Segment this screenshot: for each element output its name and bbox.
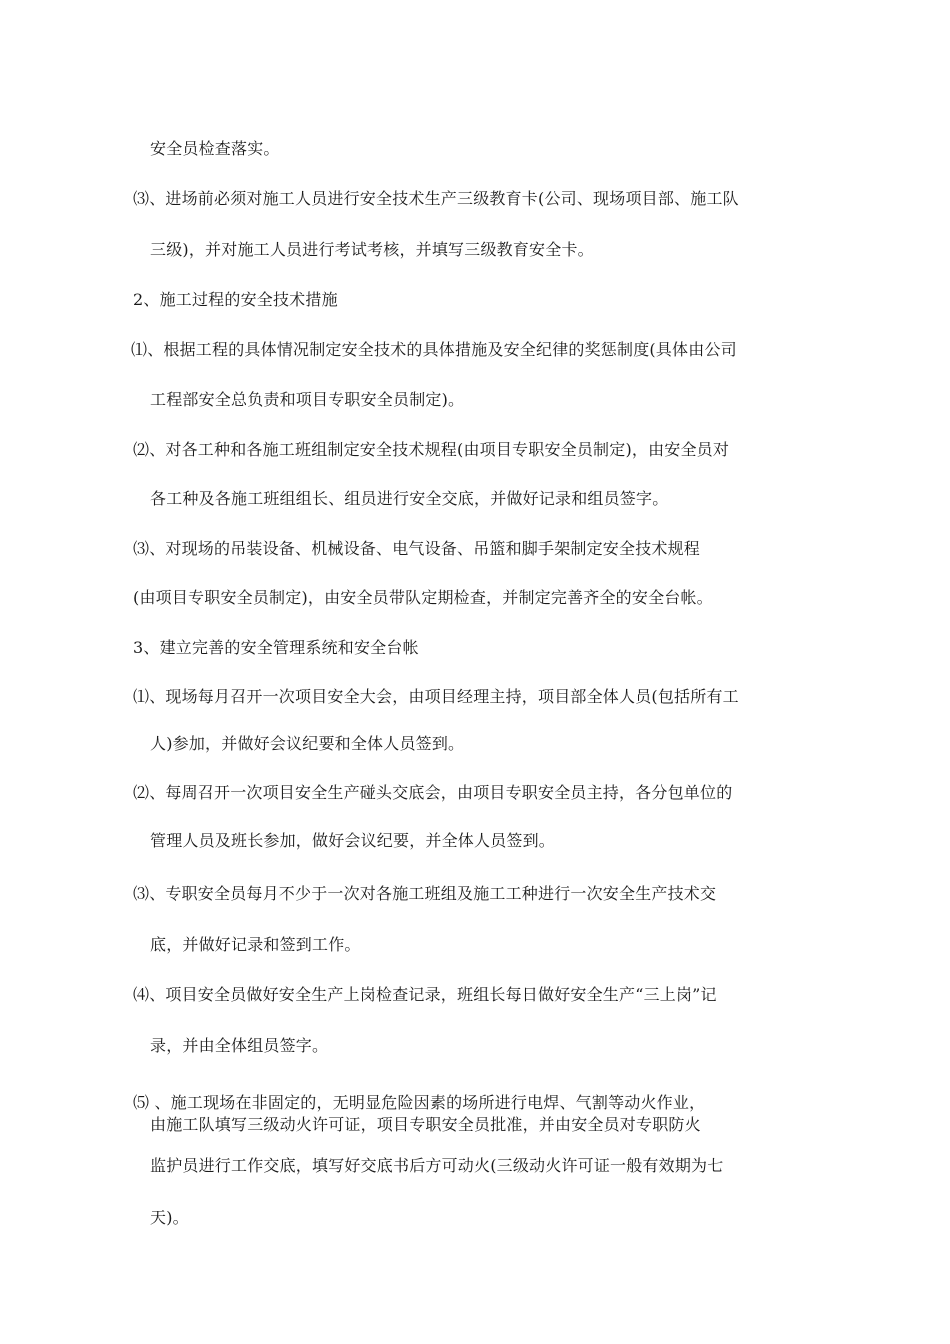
text-line: 安全员检查落实。 [150,139,280,158]
text-line: 三级)，并对施工人员进行考试考核，并填写三级教育安全卡。 [150,240,594,259]
text-line: 人)参加，并做好会议纪要和全体人员签到。 [150,734,465,753]
text-line: ⑸ 、施工现场在非固定的，无明显危险因素的场所进行电焊、气割等动火作业， [133,1093,706,1112]
text-line: ⑵、每周召开一次项目安全生产碰头交底会，由项目专职安全员主持，各分包单位的 [133,783,733,802]
text-line: 监护员进行工作交底，填写好交底书后方可动火(三级动火许可证一般有效期为七 [150,1156,724,1175]
text-line: 录，并由全体组员签字。 [150,1036,329,1055]
text-line: ⑴、现场每月召开一次项目安全大会，由项目经理主持，项目部全体人员(包括所有工 [133,687,739,706]
text-line: (由项目专职安全员制定)，由安全员带队定期检查，并制定完善齐全的安全台帐。 [133,588,713,607]
text-line: 各工种及各施工班组组长、组员进行安全交底，并做好记录和组员签字。 [150,489,669,508]
text-line: 天)。 [150,1208,189,1227]
text-line: 由施工队填写三级动火许可证，项目专职安全员批准，并由安全员对专职防火 [150,1115,701,1134]
text-line: ⑶、进场前必须对施工人员进行安全技术生产三级教育卡(公司、现场项目部、施工队 [133,189,739,208]
text-line: ⑵、对各工种和各施工班组制定安全技术规程(由项目专职安全员制定)，由安全员对 [133,440,730,459]
text-line: ⑶、对现场的吊装设备、机械设备、电气设备、吊篮和脚手架制定安全技术规程 [133,539,701,558]
section-heading: 2、施工过程的安全技术措施 [133,290,338,309]
text-line: ⑷、项目安全员做好安全生产上岗检查记录，班组长每日做好安全生产“三上岗”记 [133,985,717,1004]
text-line: ⑴、根据工程的具体情况制定安全技术的具体措施及安全纪律的奖惩制度(具体由公司 [131,340,737,359]
text-line: 工程部安全总负责和项目专职安全员制定)。 [150,390,465,409]
text-line: ⑶、专职安全员每月不少于一次对各施工班组及施工工种进行一次安全生产技术交 [133,884,717,903]
text-line: 底，并做好记录和签到工作。 [150,935,361,954]
section-heading: 3、建立完善的安全管理系统和安全台帐 [133,638,419,657]
text-line: 管理人员及班长参加，做好会议纪要，并全体人员签到。 [150,831,556,850]
